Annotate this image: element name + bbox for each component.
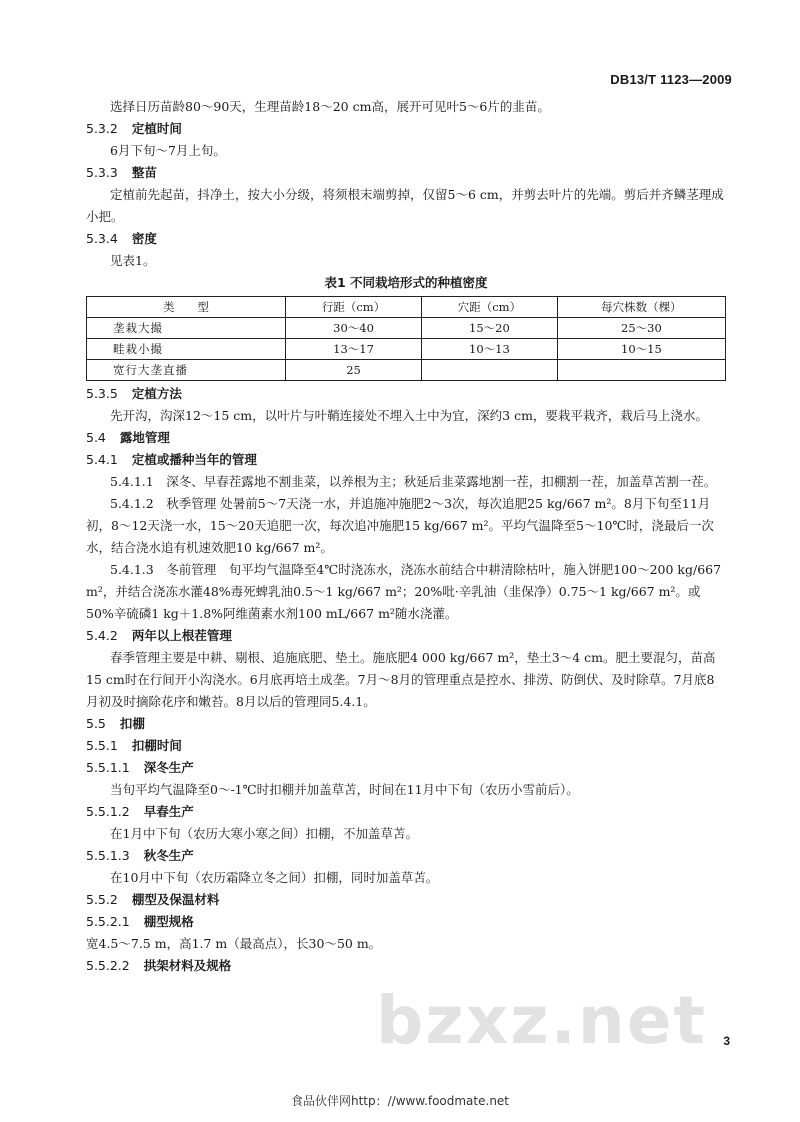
heading-5-5-2: 5.5.2 棚型及保温材料	[86, 892, 220, 907]
paragraph-5-3-4: 见表1。	[110, 253, 156, 268]
table-cell: 宽行大垄直播	[87, 360, 286, 381]
paragraph-5-3-2: 6月下旬～7月上旬。	[110, 143, 226, 158]
heading-5-5: 5.5 扣棚	[86, 716, 145, 731]
paragraph-5-5-1-3: 在10月中下旬（农历霜降立冬之间）扣棚，同时加盖草苫。	[110, 870, 439, 885]
page-number: 3	[723, 1034, 730, 1048]
heading-5-5-1-3: 5.5.1.3 秋冬生产	[86, 848, 194, 863]
table-cell: 畦栽小撮	[87, 339, 286, 360]
paragraph-5-5-1-2: 在1月中下旬（农历大寒小寒之间）扣棚，不加盖草苫。	[110, 826, 418, 841]
heading-5-4: 5.4 露地管理	[86, 430, 170, 445]
table-cell	[557, 360, 725, 381]
heading-5-5-1-2: 5.5.1.2 早春生产	[86, 804, 194, 819]
paragraph-5-5-2-1: 宽4.5～7.5 m，高1.7 m（最高点），长30～50 m。	[86, 936, 382, 951]
column-header: 行距（cm）	[286, 297, 422, 318]
paragraph-5-5-1-1: 当旬平均气温降至0～-1℃时扣棚并加盖草苫，时间在11月中下旬（农历小雪前后）。	[110, 782, 579, 797]
planting-density-table	[86, 296, 726, 381]
table-cell: 垄栽大撮	[87, 318, 286, 339]
document-code: DB13/T 1123—2009	[610, 72, 732, 87]
paragraph-5-4-2: 春季管理主要是中耕、剔根、追施底肥、垫土。施底肥4 000 kg/667 m²，垫土3～4 cm。肥土要混匀，苗高15 cm时在行间开小沟浇水。6月底再培土成垄。7月～8月的管理重点是控水、排涝、防倒伏、及时除草。7月底8月初及时摘除花序和嫩苔。8月以后的管理同5.4.1。	[86, 650, 716, 709]
table-cell	[421, 360, 557, 381]
footer-link[interactable]: 食品伙伴网http：//www.foodmate.net	[290, 1094, 510, 1108]
watermark-text: bzxz.net	[376, 982, 708, 1059]
heading-5-5-1-1: 5.5.1.1 深冬生产	[86, 760, 194, 775]
table-cell: 25～30	[557, 318, 725, 339]
column-header: 每穴株数（棵）	[557, 297, 725, 318]
heading-5-3-4: 5.3.4 密度	[86, 231, 157, 246]
table-row	[87, 339, 726, 360]
heading-5-3-3: 5.3.3 整苗	[86, 165, 157, 180]
table-cell: 13～17	[286, 339, 422, 360]
heading-5-3-5: 5.3.5 定植方法	[86, 386, 182, 401]
table-cell: 25	[286, 360, 422, 381]
table-header-row	[87, 297, 726, 318]
heading-5-5-2-2: 5.5.2.2 拱架材料及规格	[86, 958, 232, 973]
table-row	[87, 318, 726, 339]
column-header: 类 型	[87, 297, 286, 318]
table-cell: 30～40	[286, 318, 422, 339]
table-caption: 表1 不同栽培形式的种植密度	[324, 275, 488, 290]
heading-5-4-2: 5.4.2 两年以上根茬管理	[86, 628, 232, 643]
table-cell: 15～20	[421, 318, 557, 339]
paragraph-5-3-5: 先开沟，沟深12～15 cm，以叶片与叶鞘连接处不埋入土中为宜，深约3 cm，要栽平栽齐，栽后马上浇水。	[110, 408, 708, 423]
table-row	[87, 360, 726, 381]
paragraph-5-4-1-2: 5.4.1.2 秋季管理 处暑前5～7天浇一水，并追施冲施肥2～3次，每次追肥25 kg/667 m²。8月下旬至11月初，8～12天浇一水，15～20天追肥一次，每次追冲施肥15 kg/667 m²。平均气温降至5～10℃时，浇最后一次水，结合浇水追有机速效肥10 kg/667 m²。	[86, 496, 714, 555]
paragraph-seedling-age: 选择日历苗龄80～90天，生理苗龄18～20 cm高，展开可见叶5～6片的韭苗。	[110, 99, 550, 114]
paragraph-5-4-1-1: 5.4.1.1 深冬、早春茬露地不割韭菜，以养根为主；秋延后韭菜露地割一茬，扣棚割一茬，加盖草苫割一茬。	[110, 474, 717, 489]
table-cell: 10～13	[421, 339, 557, 360]
heading-5-5-1: 5.5.1 扣棚时间	[86, 738, 182, 753]
heading-5-3-2: 5.3.2 定植时间	[86, 121, 182, 136]
paragraph-5-4-1-3: 5.4.1.3 冬前管理 旬平均气温降至4℃时浇冻水，浇冻水前结合中耕清除枯叶，施入饼肥100～200 kg/667 m²，并结合浇冻水灌48%毒死蜱乳油0.5～1 kg/667 m²；20%吡·辛乳油（韭保净）0.75～1 kg/667 m²。或50%辛硫磷1 kg＋1.8%阿维菌素水剂100 mL/667 m²随水浇灌。	[86, 562, 722, 621]
document-body	[86, 96, 726, 977]
paragraph-5-3-3: 定植前先起苗，抖净土，按大小分级，将须根末端剪掉，仅留5～6 cm，并剪去叶片的先端。剪后并齐鳞茎理成小把。	[86, 187, 724, 224]
heading-5-5-2-1: 5.5.2.1 棚型规格	[86, 914, 194, 929]
table-cell: 10～15	[557, 339, 725, 360]
heading-5-4-1: 5.4.1 定植或播种当年的管理	[86, 452, 257, 467]
column-header: 穴距（cm）	[421, 297, 557, 318]
